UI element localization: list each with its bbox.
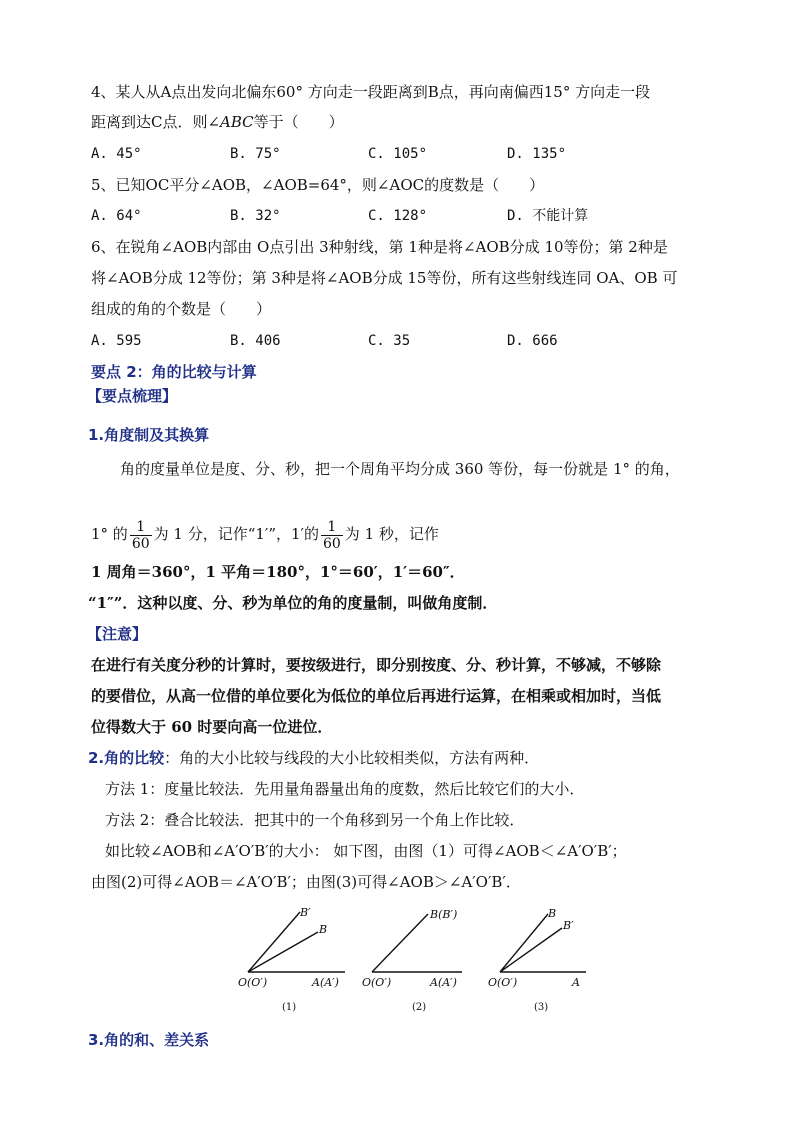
fig3-b-label: B bbox=[548, 907, 557, 920]
degree-system-definition: “1″”．这种以度、分、秒为单位的角的度量制，叫做角度制． bbox=[88, 594, 498, 612]
fig3-b-prime-label: B′ bbox=[563, 919, 574, 932]
fraction-1-60 bbox=[130, 519, 152, 552]
q5-option-b: B. 32° bbox=[230, 208, 281, 224]
q4-line2 bbox=[91, 112, 344, 132]
fig1-o-label: O(O′) bbox=[238, 976, 268, 989]
q4-angle-abc: ∠ABC bbox=[207, 113, 254, 131]
fig2-a-label: A(A′) bbox=[430, 976, 457, 989]
q6-line2: 将∠AOB分成 12等份；第 3种是将∠AOB分成 15等份，所有这些射线连同 OA、OB 可 bbox=[91, 269, 678, 287]
q4-option-c: C. 105° bbox=[368, 146, 428, 162]
note-line-1: 在进行有关度分秒的计算时，要按级进行，即分别按度、分、秒计算，不够减，不够除 bbox=[91, 656, 662, 674]
frac-line-p2: 为 1 分，记作“1′”，1′的 bbox=[153, 525, 319, 543]
q4-line1: 4、某人从A点出发向北偏东60° 方向走一段距离到B点，再向南偏西15° 方向走一段 bbox=[91, 83, 651, 101]
fig3-caption: (3) bbox=[534, 1002, 549, 1013]
q5-option-d: D. 不能计算 bbox=[507, 208, 589, 224]
method1: 方法 1：度量比较法．先用量角器量出角的度数，然后比较它们的大小． bbox=[105, 780, 585, 798]
fig1-b-label: B bbox=[319, 923, 328, 936]
fig1-caption: (1) bbox=[282, 1002, 297, 1013]
summary-label: 【要点梳理】 bbox=[87, 387, 178, 405]
sub1-title: 1.角度制及其换算 bbox=[88, 426, 210, 444]
fraction-numerator: 1 bbox=[130, 519, 152, 536]
sub3-title: 3.角的和、差关系 bbox=[88, 1031, 210, 1049]
compare-line-2: 由图(2)可得∠AOB＝∠A′O′B′；由图(3)可得∠AOB＞∠A′O′B′． bbox=[91, 873, 521, 891]
note-line-3: 位得数大于 60 时要向高一位进位． bbox=[91, 718, 333, 736]
q5-option-c: C. 128° bbox=[368, 208, 428, 224]
fig2-o-label: O(O′) bbox=[362, 976, 392, 989]
fig1-ray-ob bbox=[248, 932, 318, 972]
q4-option-d: D. 135° bbox=[507, 146, 567, 162]
conversion-line: 1 周角＝360°，1 平角＝180°，1°＝60′，1′＝60″． bbox=[91, 563, 465, 581]
fraction-numerator: 1 bbox=[321, 519, 343, 536]
q4-line2-post: 等于（ ） bbox=[253, 113, 344, 131]
note-line-2: 的要借位，从高一位借的单位要化为低位的单位后再进行运算，在相乘或相加时，当低 bbox=[91, 687, 662, 705]
figure-1 bbox=[238, 906, 345, 1013]
fig2-caption: (2) bbox=[412, 1002, 427, 1013]
q6-line3: 组成的角的个数是（ ） bbox=[91, 300, 272, 318]
q4-option-a: A. 45° bbox=[91, 146, 142, 162]
q6-option-c: C. 35 bbox=[368, 333, 411, 349]
q6-option-a: A. 595 bbox=[91, 333, 142, 349]
angle-comparison-figures bbox=[230, 900, 600, 1020]
fig1-a-label: A(A′) bbox=[312, 976, 339, 989]
figure-2 bbox=[362, 908, 462, 1013]
note-label: 【注意】 bbox=[87, 625, 148, 643]
q6-line1: 6、在锐角∠AOB内部由 O点引出 3种射线，第 1种是将∠AOB分成 10等份；第 2种是 bbox=[91, 238, 668, 256]
sub2-text: ：角的大小比较与线段的大小比较相类似，方法有两种． bbox=[164, 749, 540, 767]
fig2-ray-ob bbox=[372, 914, 428, 972]
fig2-b-label: B(B′) bbox=[430, 908, 458, 921]
compare-line-1: 如比较∠AOB和∠A′O′B′的大小： 如下图，由图（1）可得∠AOB＜∠A′O′B′； bbox=[105, 842, 627, 860]
fig3-o-label: O(O′) bbox=[488, 976, 518, 989]
q6-option-b: B. 406 bbox=[230, 333, 281, 349]
q5-option-a: A. 64° bbox=[91, 208, 142, 224]
method2: 方法 2：叠合比较法．把其中的一个角移到另一个角上作比较． bbox=[105, 811, 525, 829]
para1: 角的度量单位是度、分、秒，把一个周角平均分成 360 等份，每一份就是 1° 的角， bbox=[120, 460, 680, 478]
sub2-title: 2.角的比较 bbox=[88, 749, 165, 767]
q5-line1: 5、已知OC平分∠AOB，∠AOB=64°，则∠AOC的度数是（ ） bbox=[91, 176, 545, 194]
section-title: 要点 2：角的比较与计算 bbox=[91, 363, 257, 381]
fig1-ray-ob-prime bbox=[248, 912, 300, 972]
frac-line bbox=[91, 514, 439, 554]
frac-line-p3: 为 1 秒，记作 bbox=[344, 525, 439, 543]
fraction-denominator: 60 bbox=[131, 535, 150, 552]
q6-option-d: D. 666 bbox=[507, 333, 558, 349]
figure-3 bbox=[488, 907, 586, 1013]
q4-option-b: B. 75° bbox=[230, 146, 281, 162]
fraction-1-60-second bbox=[321, 519, 343, 552]
fig1-b-prime-label: B′ bbox=[300, 906, 311, 919]
frac-line-p1: 1° 的 bbox=[91, 525, 128, 543]
q4-line2-pre: 距离到达C点．则 bbox=[91, 113, 208, 131]
fig3-a-label: A bbox=[572, 976, 580, 989]
fraction-denominator: 60 bbox=[322, 535, 341, 552]
sub2-line bbox=[88, 748, 539, 768]
